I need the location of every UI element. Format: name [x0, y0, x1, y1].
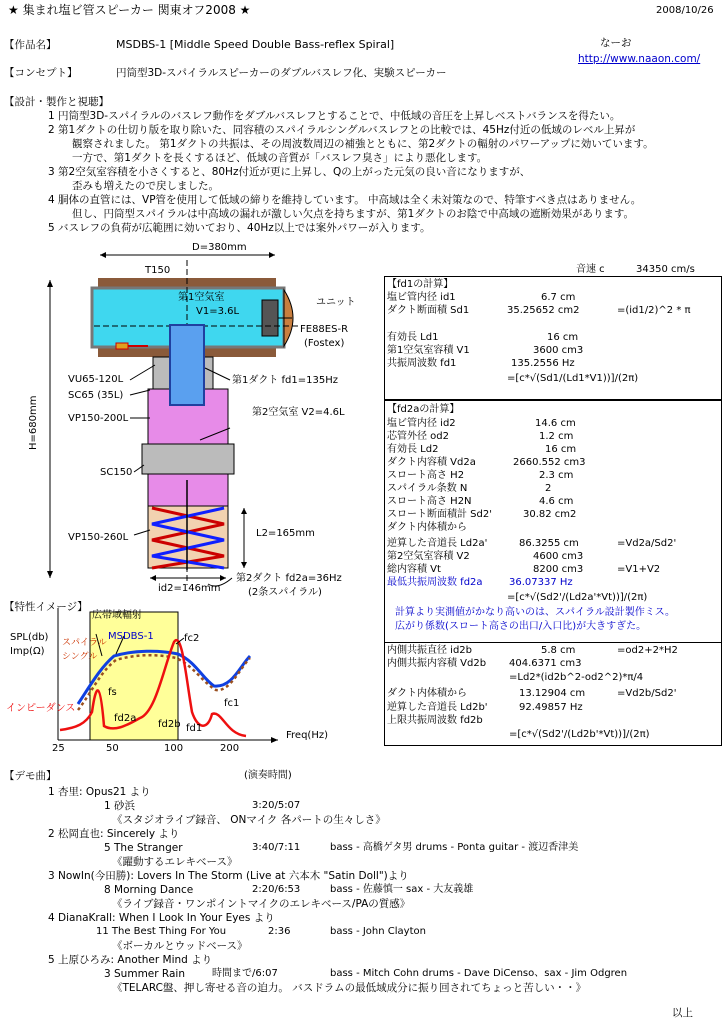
diagram-unit: ユニット	[316, 297, 356, 308]
fd2b-key-5: 上限共振周波数 fd2b	[387, 715, 483, 726]
design-line-3: 観察されました。 第1ダクトの共振は、その周波数周辺の補強とともに、第2ダクトの輻射のパワーアップに効いています。	[72, 138, 654, 150]
diagram-duct1: 第1ダクト fd1=135Hz	[232, 375, 339, 386]
demo-label: 【デモ曲】	[4, 770, 57, 782]
fd2a-note-1: 計算より実測値がかなり高いのは、スパイラル設計製作ミス。	[395, 607, 675, 618]
demo-track-4: 11 The Best Thing For You	[96, 926, 227, 937]
design-line-7: 4 胴体の直管には、VP管を使用して低域の締りを維持しています。 中高域は全く未対策なので、特筆すべき点はありません。	[48, 194, 642, 206]
fd2a-formula-12: =V1+V2	[617, 564, 661, 575]
design-line-2: 2 第1ダクトの仕切り版を取り除いた、同容積のスパイラルシングルバスレフとの比較では、45Hz付近の低域のレベル上昇が	[48, 124, 636, 136]
page-title: ★ 集まれ塩ビ管スピーカー 関東オフ2008 ★	[8, 3, 251, 17]
fd2a-val-4: 2660.552 cm3	[513, 457, 586, 468]
fd2a-val-7: 4.6 cm	[539, 496, 574, 507]
demo-track-1: 1 砂浜	[104, 800, 136, 812]
diagram-chamber2: 第2空気室 V2=4.6L	[252, 407, 345, 418]
fd2a-formula: =[c*√(Sd2'/(Ld2a'*Vt))]/(2π)	[507, 592, 648, 603]
fd2b-formula-1: =od2+2*H2	[617, 645, 678, 656]
fd1-key-2: ダクト断面積 Sd1	[387, 305, 470, 316]
diagram-sc150: SC150	[100, 467, 133, 478]
fd2a-val-11: 4600 cm3	[533, 551, 584, 562]
demo-track-3: 8 Morning Dance	[104, 884, 194, 896]
demo-note-5: 《TELARC盤、押し寄せる音の迫力。 バスドラムの最低域成分に振り回されてちょっと苦しい・・》	[112, 982, 587, 994]
chart-fd2b: fd2b	[158, 719, 181, 730]
demo-track-5: 3 Summer Rain	[104, 968, 185, 980]
fd1-formula: =[c*√(Sd1/(Ld1*V1))]/(2π)	[507, 373, 639, 384]
chart-freq: Freq(Hz)	[286, 730, 328, 741]
fd2b-val-2: 404.6371 cm3	[509, 658, 582, 669]
demo-credits-5: bass - Mitch Cohn drums - Dave DiCenso、sax - Jim Odgren	[330, 968, 628, 979]
chart-fd1: fd1	[186, 723, 203, 734]
design-line-9: 5 バスレフの負荷が広範囲に効いており、40Hz以上では案外パワーが入ります。	[48, 222, 431, 234]
diagram-id2: id2=146mm	[158, 583, 221, 594]
characteristics-label: 【特性イメージ】	[4, 601, 88, 613]
work-label: 【作品名】	[4, 39, 57, 51]
fd2a-result-value: 36.07337 Hz	[509, 577, 573, 588]
fd2a-note-2: 広がり係数(スロート高さの出口/入口比)が大きすぎた。	[395, 621, 647, 632]
demo-time-header: (演奏時間)	[244, 770, 292, 781]
demo-artist-5: 5 上原ひろみ: Another Mind より	[48, 954, 213, 966]
demo-note-1: 《スタジオライブ録音、 ONマイク 各パートの生々しさ》	[112, 814, 386, 826]
fd1-formula-2: =(id1/2)^2 * π	[617, 305, 691, 316]
fd2a-title: 【fd2aの計算】	[387, 404, 460, 415]
fd2b-key-3: ダクト内体積から	[387, 688, 467, 699]
chart-spiral-2: シングル	[62, 652, 98, 662]
demo-time-1: 3:20/5:07	[252, 800, 301, 811]
demo-note-4: 《ボーカルとウッドベース》	[112, 940, 248, 952]
demo-credits-2: bass - 高橋ゲタ男 drums - Ponta guitar - 渡辺香津美	[330, 842, 579, 853]
fd2b-formula-vol: =Ld2*(id2b^2-od2^2)*π/4	[509, 672, 644, 683]
chart-fs: fs	[108, 687, 117, 698]
sound-speed-value: 34350 cm/s	[636, 264, 695, 275]
fd2b-key-4: 逆算した音道長 Ld2b'	[387, 702, 488, 713]
diagram-vp150-260: VP150-260L	[68, 532, 129, 543]
demo-note-3: 《ライブ録音・ワンポイントマイクのエレキベース/PAの質感》	[112, 898, 411, 910]
work-title: MSDBS-1 [Middle Speed Double Bass-reflex Spiral]	[116, 38, 395, 51]
fd2a-val-5: 2.3 cm	[539, 470, 574, 481]
chart-fc2: fc2	[184, 633, 200, 644]
diagram-l2: L2=165mm	[256, 528, 315, 539]
chart-msdbs: MSDBS-1	[108, 631, 154, 642]
fd2a-key-11: 第2空気室容積 V2	[387, 551, 470, 562]
demo-artist-3: 3 NowIn(今田勝): Lovers In The Storm (Live at 六本木 "Satin Doll")より	[48, 870, 409, 882]
demo-time-4: 2:36	[268, 926, 291, 937]
fd1-key-3: 有効長 Ld1	[387, 332, 439, 343]
fd1-val-1: 6.7 cm	[541, 292, 576, 303]
demo-note-2: 《躍動するエレキベース》	[112, 856, 238, 868]
design-line-6: 歪みも増えたので戻しました。	[72, 180, 219, 192]
demo-credits-3: bass - 佐藤慎一 sax - 大友義雄	[330, 884, 474, 895]
fd2a-val-10: 86.3255 cm	[519, 538, 579, 549]
fd2b-formula-3: =Vd2b/Sd2'	[617, 688, 677, 699]
fd1-val-5: 135.2556 Hz	[511, 358, 575, 369]
fd2b-val-4: 92.49857 Hz	[519, 702, 583, 713]
fd2a-calc-box	[384, 400, 722, 644]
concept-value: 円筒型3D-スパイラルスピーカーのダブルバスレフ化、実験スピーカー	[116, 67, 447, 79]
demo-artist-1: 1 杏里: Opus21 より	[48, 786, 151, 798]
demo-time-5: 時間まで/6:07	[212, 968, 278, 979]
demo-time-2: 3:40/7:11	[252, 842, 301, 853]
diagram-sc65: SC65 (35L)	[68, 390, 124, 401]
fd2a-key-3: 有効長 Ld2	[387, 444, 439, 455]
sound-speed-label: 音速 c	[576, 264, 605, 275]
chart-tick-25: 25	[52, 743, 65, 754]
design-line-4: 一方で、第1ダクトを長くするほど、低域の音質が「バスレフ臭さ」により悪化します。	[72, 152, 488, 164]
fd2b-val-3: 13.12904 cm	[519, 688, 586, 699]
diagram-diameter: D=380mm	[192, 242, 247, 253]
demo-credits-4: bass - John Clayton	[330, 926, 426, 937]
chart-fc1: fc1	[224, 698, 240, 709]
chart-impedance: インピーダンス	[6, 703, 76, 714]
design-label: 【設計・製作と視聴】	[4, 96, 109, 108]
end-mark: 以上	[672, 1007, 693, 1019]
chart-imp: Imp(Ω)	[10, 646, 45, 657]
diagram-chamber1: 第1空気室	[178, 292, 225, 303]
diagram-height: H=680mm	[28, 395, 39, 450]
fd1-val-4: 3600 cm3	[533, 345, 584, 356]
chart-band: 広帯域輻射	[92, 610, 142, 621]
fd2a-val-2: 1.2 cm	[539, 431, 574, 442]
demo-artist-2: 2 松岡直也: Sincerely より	[48, 828, 180, 840]
chart-tick-50: 50	[106, 743, 119, 754]
fd2a-result-label: 最低共振周波数 fd2a	[387, 577, 483, 588]
chart-tick-100: 100	[164, 743, 184, 754]
fd2b-formula: =[c*√(Sd2'/(Ld2b'*Vt))]/(2π)	[509, 729, 650, 740]
fd2b-val-1: 5.8 cm	[541, 645, 576, 656]
diagram-vu65: VU65-120L	[68, 374, 124, 385]
diagram-t150: T150	[145, 265, 171, 276]
fd2a-key-1: 塩ビ管内径 id2	[387, 418, 456, 429]
design-line-5: 3 第2空気室容積を小さくすると、80Hz付近が更に上昇し、Qの上がった元気の良い音になりますが、	[48, 166, 531, 178]
fd2b-key-2: 内側共振内容積 Vd2b	[387, 658, 487, 669]
demo-time-3: 2:20/6:53	[252, 884, 301, 895]
fd1-key-1: 塩ビ管内径 id1	[387, 292, 456, 303]
chart-fd2a: fd2a	[114, 713, 137, 724]
chart-tick-200: 200	[220, 743, 240, 754]
fd2a-key-10: 逆算した音道長 Ld2a'	[387, 538, 488, 549]
chart-spiral-1: スパイラル	[62, 638, 107, 648]
author: なーお	[600, 37, 632, 49]
fd2a-key-7: スロート高さ H2N	[387, 496, 472, 507]
diagram-v1: V1=3.6L	[196, 306, 240, 317]
fd2a-val-12: 8200 cm3	[533, 564, 584, 575]
fd1-key-5: 共振周波数 fd1	[387, 358, 457, 369]
fd2a-key-6: スパイラル条数 N	[387, 483, 468, 494]
design-line-8: 但し、円筒型スパイラルは中高域の漏れが激しい欠点を持ちますが、第1ダクトのお陰で中高域の遮断効果があります。	[72, 208, 635, 220]
diagram-duct2: 第2ダクト fd2a=36Hz	[236, 573, 342, 584]
fd1-val-3: 16 cm	[547, 332, 579, 343]
fd2a-key-4: ダクト内容積 Vd2a	[387, 457, 476, 468]
fd1-title: 【fd1の計算】	[387, 279, 454, 290]
fd2a-formula-10: =Vd2a/Sd2'	[617, 538, 677, 549]
fd2a-key-2: 芯管外径 od2	[387, 431, 450, 442]
fd1-val-2: 35.25652 cm2	[507, 305, 580, 316]
diagram-unit-model: FE88ES-R	[300, 324, 349, 335]
design-line-1: 1 円筒型3D-スパイラルのバスレフ動作をダブルバスレフとすることで、中低域の音圧を上昇しベストバランスを得たい。	[48, 110, 621, 122]
concept-label: 【コンセプト】	[4, 67, 78, 79]
fd2b-calc-box	[384, 642, 722, 746]
fd2a-key-9: ダクト内体積から	[387, 522, 467, 533]
chart-spl: SPL(db)	[10, 632, 49, 643]
demo-artist-4: 4 DianaKrall: When I Look In Your Eyes より	[48, 912, 275, 924]
fd2a-key-5: スロート高さ H2	[387, 470, 465, 481]
fd2a-val-3: 16 cm	[545, 444, 577, 455]
fd2b-key-1: 内側共振直径 id2b	[387, 645, 473, 656]
date: 2008/10/26	[656, 5, 714, 16]
diagram-vp150-200: VP150-200L	[68, 413, 129, 424]
fd1-calc-box	[384, 276, 722, 400]
fd2a-val-6: 2	[545, 483, 552, 494]
demo-track-2: 5 The Stranger	[104, 842, 183, 854]
fd2a-val-8: 30.82 cm2	[523, 509, 577, 520]
author-url-link[interactable]: http://www.naaon.com/	[578, 53, 701, 65]
diagram-duct2-sub: (2条スパイラル)	[248, 587, 322, 598]
diagram-unit-brand: (Fostex)	[304, 338, 345, 349]
fd1-key-4: 第1空気室容積 V1	[387, 345, 470, 356]
fd2a-key-12: 総内容積 Vt	[387, 564, 441, 575]
fd2a-val-1: 14.6 cm	[535, 418, 576, 429]
fd2a-key-8: スロート断面積計 Sd2'	[387, 509, 492, 520]
